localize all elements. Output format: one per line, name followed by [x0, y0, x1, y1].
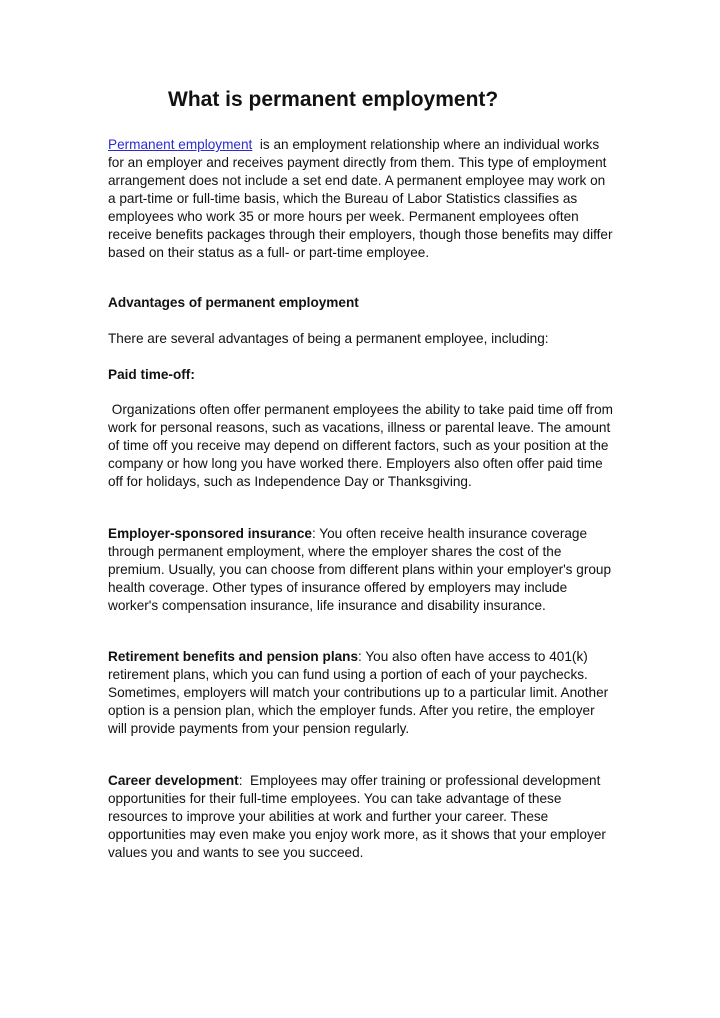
paid-time-off-heading: Paid time-off: — [108, 367, 195, 382]
page-title: What is permanent employment? — [168, 88, 499, 111]
retirement-paragraph — [108, 648, 613, 738]
career-text: : Employees may offer training or professional development opportunities for their full-time employees. You can take advantage of these resources to improve your abilities at work and further your career. These opportunities may even make you enjoy work more, as it shows that your employer values you and wants to see you succeed. — [108, 773, 610, 860]
insurance-paragraph — [108, 525, 613, 615]
insurance-text: : You often receive health insurance coverage through permanent employment, where the employer shares the cost of the premium. Usually, you can choose from different plans within your employer's group health coverage. Other types of insurance offered by employers may include worker's compensation insurance, life insurance and disability insurance. — [108, 526, 612, 613]
advantages-intro: There are several advantages of being a permanent employee, including: — [108, 331, 549, 346]
retirement-text: : You also often have access to 401(k) retirement plans, which you can fund using a portion of each of your paychecks. Sometimes, employers will match your contributions up to a particular limit. Another option is a pension plan, which the employer funds. After you retire, the employer will provide payments from your pension regularly. — [108, 649, 609, 736]
insurance-label: Employer-sponsored insurance — [108, 526, 312, 541]
career-paragraph — [108, 772, 613, 862]
retirement-label: Retirement benefits and pension plans — [108, 649, 359, 664]
intro-text: is an employment relationship where an individual works for an employer and receives payment directly from them. This type of employment arrangement does not include a set end date. A permanent employee may work on a part-time or full-time basis, which the Bureau of Labor Statistics classifies as employees who work 35 or more hours per week. Permanent employees often receive benefits packages through their employers, though those benefits may differ based on their status as a full- or part-time employee. — [108, 137, 617, 260]
permanent-employment-link[interactable]: Permanent employment — [108, 137, 253, 152]
advantages-heading: Advantages of permanent employment — [108, 295, 359, 310]
intro-paragraph — [108, 136, 617, 262]
career-label: Career development — [108, 773, 239, 788]
paid-time-off-paragraph: Organizations often offer permanent employees the ability to take paid time off from work for personal reasons, such as vacations, illness or parental leave. The amount of time off you receive may depend on different factors, such as your position at the company or how long you have worked there. Employers also often offer paid time off for holidays, such as Independence Day or Thanksgiving. — [108, 402, 617, 489]
